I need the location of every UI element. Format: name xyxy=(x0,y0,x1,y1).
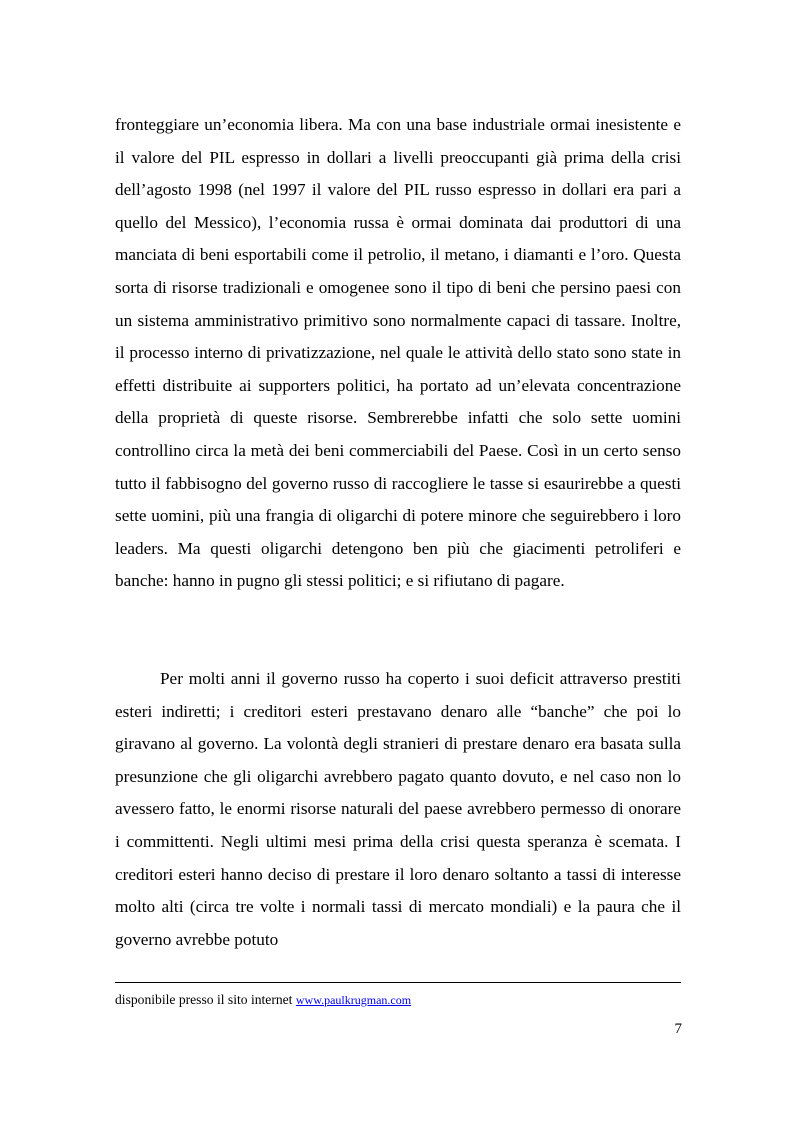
body-paragraph-1: fronteggiare un’economia libera. Ma con una base industriale ormai inesistente e il valore del PIL espresso in dollari a livelli preoccupanti già prima della crisi dell’agosto 1998 (nel 1997 il valore del PIL russo espresso in dollari era pari a quello del Messico), l’economia russa è ormai dominata dai produttori di una manciata di beni esportabili come il petrolio, il metano, i diamanti e l’oro. Questa sorta di risorse tradizionali e omogenee sono il tipo di beni che persino paesi con un sistema amministrativo primitivo sono normalmente capaci di tassare. Inoltre, il processo interno di privatizzazione, nel quale le attività dello stato sono state in effetti distribuite ai supporters politici, ha portato ad un’elevata concentrazione della proprietà di queste risorse. Sembrerebbe infatti che solo sette uomini controllino circa la metà dei beni commerciabili del Paese. Così in un certo senso tutto il fabbisogno del governo russo di raccogliere le tasse si esaurirebbe a questi sette uomini, più una frangia di oligarchi di potere minore che seguirebbero i loro leaders. Ma questi oligarchi detengono ben più che giacimenti petroliferi e banche: hanno in pugno gli stessi politici; e si rifiutano di pagare. xyxy=(115,115,681,591)
page-number: 7 xyxy=(674,1021,682,1037)
footnote-text: disponibile presso il sito internet xyxy=(115,992,293,1007)
footnote-separator xyxy=(115,982,681,983)
footnote xyxy=(115,991,411,1009)
body-paragraph-2: Per molti anni il governo russo ha coperto i suoi deficit attraverso prestiti esteri indiretti; i creditori esteri prestavano denaro alle “banche” che poi lo giravano al governo. La volontà degli stranieri di prestare denaro era basata sulla presunzione che gli oligarchi avrebbero pagato quanto dovuto, e nel caso non lo avessero fatto, le enormi risorse naturali del paese avrebbero permesso di onorare i committenti. Negli ultimi mesi prima della crisi questa speranza è scemata. I creditori esteri hanno deciso di prestare il loro denaro soltanto a tassi di interesse molto alti (circa tre volte i normali tassi di mercato mondiali) e la paura che il governo avrebbe potuto xyxy=(115,669,681,949)
footnote-link[interactable]: www.paulkrugman.com xyxy=(295,993,412,1007)
